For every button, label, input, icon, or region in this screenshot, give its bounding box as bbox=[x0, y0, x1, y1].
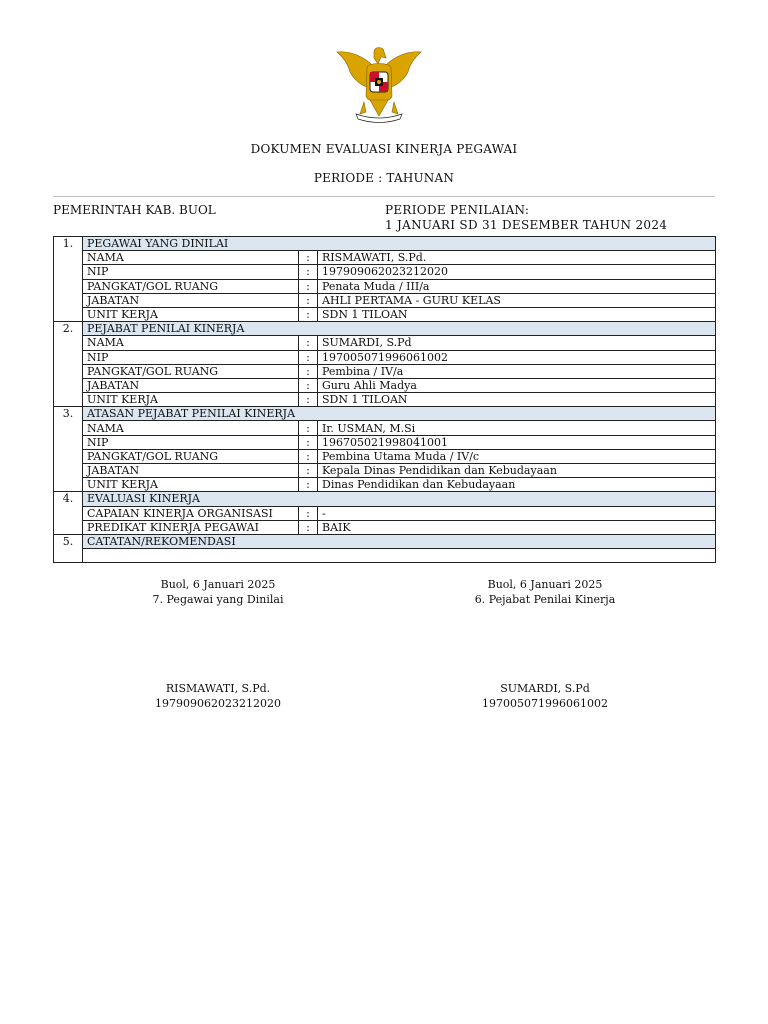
field-value: 197909062023212020 bbox=[318, 265, 716, 279]
field-value: BAIK bbox=[318, 520, 716, 534]
colon-separator: : bbox=[299, 251, 318, 265]
field-label: NAMA bbox=[83, 336, 299, 350]
table-row bbox=[54, 421, 716, 435]
section-header-row bbox=[54, 322, 716, 336]
field-value: SDN 1 TILOAN bbox=[318, 393, 716, 407]
period-line: PERIODE : TAHUNAN bbox=[313, 171, 455, 185]
colon-separator: : bbox=[299, 478, 318, 492]
colon-separator: : bbox=[299, 520, 318, 534]
organization-name: PEMERINTAH KAB. BUOL bbox=[53, 203, 216, 217]
section-title: ATASAN PEJABAT PENILAI KINERJA bbox=[83, 407, 716, 421]
colon-separator: : bbox=[299, 435, 318, 449]
table-row bbox=[54, 265, 716, 279]
garuda-emblem-icon bbox=[334, 42, 424, 124]
colon-separator: : bbox=[299, 364, 318, 378]
field-value: AHLI PERTAMA - GURU KELAS bbox=[318, 293, 716, 307]
section-number: 1. bbox=[54, 237, 83, 322]
table-row bbox=[54, 307, 716, 321]
table-row bbox=[54, 464, 716, 478]
field-label: JABATAN bbox=[83, 464, 299, 478]
colon-separator: : bbox=[299, 464, 318, 478]
colon-separator: : bbox=[299, 350, 318, 364]
colon-separator: : bbox=[299, 378, 318, 392]
colon-separator: : bbox=[299, 336, 318, 350]
field-value: - bbox=[318, 506, 716, 520]
section-title: EVALUASI KINERJA bbox=[83, 492, 716, 506]
signature-left-header bbox=[133, 578, 303, 607]
evaluation-table bbox=[53, 236, 716, 563]
table-row bbox=[54, 520, 716, 534]
field-label: NIP bbox=[83, 350, 299, 364]
field-label: UNIT KERJA bbox=[83, 393, 299, 407]
signature-role: 6. Pejabat Penilai Kinerja bbox=[474, 592, 616, 606]
field-value: Dinas Pendidikan dan Kebudayaan bbox=[318, 478, 716, 492]
field-label: NIP bbox=[83, 435, 299, 449]
table-row bbox=[54, 364, 716, 378]
field-value: Pembina Utama Muda / IV/c bbox=[318, 449, 716, 463]
field-label: PANGKAT/GOL RUANG bbox=[83, 279, 299, 293]
field-value: Kepala Dinas Pendidikan dan Kebudayaan bbox=[318, 464, 716, 478]
section-number: 2. bbox=[54, 322, 83, 407]
colon-separator: : bbox=[299, 506, 318, 520]
signature-place-date: Buol, 6 Januari 2025 bbox=[160, 578, 276, 591]
field-label: JABATAN bbox=[83, 293, 299, 307]
table-row bbox=[54, 279, 716, 293]
field-label: NIP bbox=[83, 265, 299, 279]
field-label: NAMA bbox=[83, 421, 299, 435]
table-row bbox=[54, 336, 716, 350]
header-divider bbox=[53, 196, 715, 197]
section-header-row bbox=[54, 492, 716, 506]
colon-separator: : bbox=[299, 393, 318, 407]
section-header-row bbox=[54, 407, 716, 421]
section-number: 5. bbox=[54, 534, 83, 562]
section-header-row bbox=[54, 534, 716, 548]
field-value: RISMAWATI, S.Pd. bbox=[318, 251, 716, 265]
signature-right-header bbox=[455, 578, 635, 607]
notes-row bbox=[54, 549, 716, 563]
field-label: JABATAN bbox=[83, 378, 299, 392]
colon-separator: : bbox=[299, 421, 318, 435]
table-row bbox=[54, 435, 716, 449]
signature-left-name-block bbox=[133, 682, 303, 711]
section-number: 4. bbox=[54, 492, 83, 535]
notes-cell bbox=[83, 549, 716, 563]
field-value: Ir. USMAN, M.Si bbox=[318, 421, 716, 435]
table-row bbox=[54, 378, 716, 392]
field-value: Pembina / IV/a bbox=[318, 364, 716, 378]
table-row bbox=[54, 251, 716, 265]
signature-right-name-block bbox=[455, 682, 635, 711]
field-value: SDN 1 TILOAN bbox=[318, 307, 716, 321]
signature-role: 7. Pegawai yang Dinilai bbox=[152, 592, 284, 606]
signature-place-date: Buol, 6 Januari 2025 bbox=[487, 578, 603, 591]
field-label: PANGKAT/GOL RUANG bbox=[83, 364, 299, 378]
field-value: SUMARDI, S.Pd bbox=[318, 336, 716, 350]
section-title: CATATAN/REKOMENDASI bbox=[83, 534, 716, 548]
colon-separator: : bbox=[299, 279, 318, 293]
colon-separator: : bbox=[299, 307, 318, 321]
colon-separator: : bbox=[299, 265, 318, 279]
field-value: Penata Muda / III/a bbox=[318, 279, 716, 293]
section-number: 3. bbox=[54, 407, 83, 492]
table-row bbox=[54, 506, 716, 520]
colon-separator: : bbox=[299, 449, 318, 463]
field-label: CAPAIAN KINERJA ORGANISASI bbox=[83, 506, 299, 520]
section-title: PEGAWAI YANG DINILAI bbox=[83, 237, 716, 251]
assessment-period-value: 1 JANUARI SD 31 DESEMBER TAHUN 2024 bbox=[385, 218, 668, 232]
signatory-nip: 197909062023212020 bbox=[155, 696, 281, 710]
colon-separator: : bbox=[299, 293, 318, 307]
table-row bbox=[54, 478, 716, 492]
table-row bbox=[54, 449, 716, 463]
table-row bbox=[54, 293, 716, 307]
signatory-name: SUMARDI, S.Pd bbox=[500, 682, 590, 695]
document-title: DOKUMEN EVALUASI KINERJA PEGAWAI bbox=[250, 142, 518, 156]
field-label: PANGKAT/GOL RUANG bbox=[83, 449, 299, 463]
section-title: PEJABAT PENILAI KINERJA bbox=[83, 322, 716, 336]
table-row bbox=[54, 393, 716, 407]
field-label: NAMA bbox=[83, 251, 299, 265]
field-value: Guru Ahli Madya bbox=[318, 378, 716, 392]
assessment-period bbox=[385, 203, 667, 233]
signatory-name: RISMAWATI, S.Pd. bbox=[165, 682, 271, 695]
field-label: PREDIKAT KINERJA PEGAWAI bbox=[83, 520, 299, 534]
section-header-row bbox=[54, 237, 716, 251]
table-row bbox=[54, 350, 716, 364]
field-value: 196705021998041001 bbox=[318, 435, 716, 449]
field-value: 197005071996061002 bbox=[318, 350, 716, 364]
assessment-period-label: PERIODE PENILAIAN: bbox=[385, 203, 530, 217]
signatory-nip: 197005071996061002 bbox=[482, 696, 608, 710]
field-label: UNIT KERJA bbox=[83, 307, 299, 321]
field-label: UNIT KERJA bbox=[83, 478, 299, 492]
